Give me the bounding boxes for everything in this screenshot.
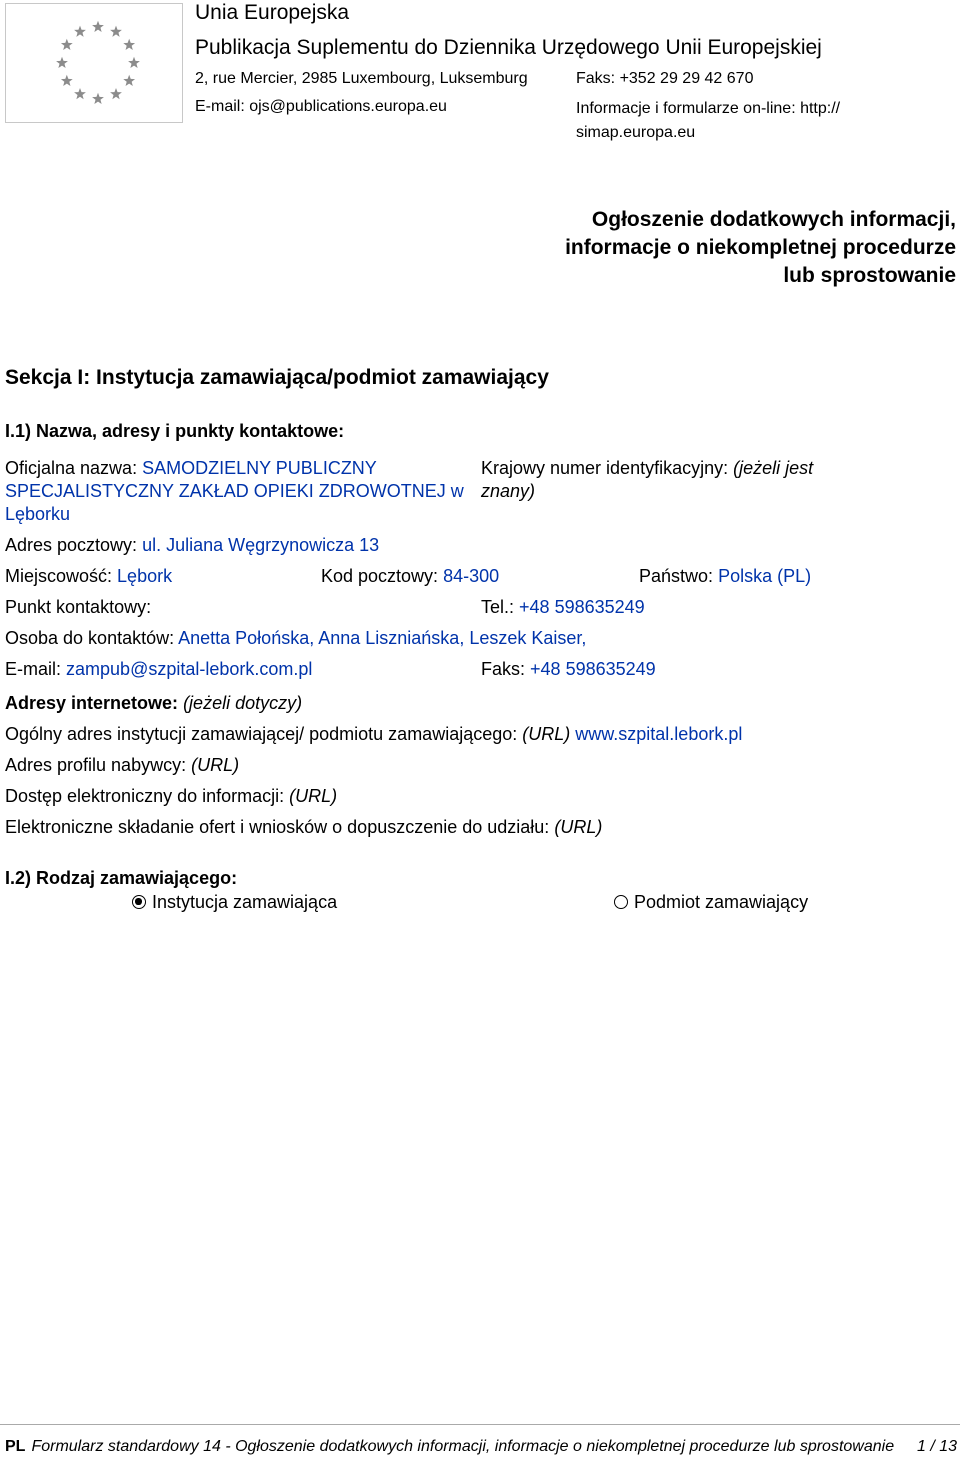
city-value: Lębork xyxy=(117,566,173,586)
general-address-label: Ogólny adres instytucji zamawiającej/ podmiotu zamawiającego: xyxy=(5,724,518,744)
email-link[interactable]: zampub@szpital-lebork.com.pl xyxy=(66,659,313,679)
star-icon xyxy=(74,26,86,37)
document-title: Ogłoszenie dodatkowych informacji, informacje o niekompletnej procedurze lub sprostowanie xyxy=(565,208,956,287)
tel-label: Tel.: xyxy=(481,597,515,617)
section-heading: Sekcja I: Instytucja zamawiająca/podmiot zamawiający xyxy=(5,366,549,389)
official-name-label: Oficjalna nazwa: xyxy=(5,458,138,478)
postcode-field xyxy=(321,565,499,587)
web-heading-label: Adresy internetowe: xyxy=(5,693,179,713)
star-icon xyxy=(92,93,104,104)
buyer-profile-label: Adres profilu nabywcy: xyxy=(5,755,187,775)
national-id-field xyxy=(481,457,871,503)
url-note: (URL) xyxy=(554,817,603,837)
star-icon xyxy=(110,26,122,37)
tel-value: +48 598635249 xyxy=(519,597,645,617)
authority-type-option-contracting-authority[interactable] xyxy=(132,891,337,913)
electronic-access-field xyxy=(5,785,337,807)
contact-point-field xyxy=(5,596,151,618)
contact-person-field xyxy=(5,627,586,649)
star-icon xyxy=(61,75,73,86)
electronic-access-label: Dostęp elektroniczny do informacji: xyxy=(5,786,285,806)
postcode-label: Kod pocztowy: xyxy=(321,566,439,586)
option-label: Podmiot zamawiający xyxy=(634,892,809,912)
header-fax: Faks: +352 29 29 42 670 xyxy=(576,70,754,87)
contact-person-value: Anetta Połońska, Anna Liszniańska, Leszek Kaiser, xyxy=(178,628,587,648)
postcode-value: 84-300 xyxy=(443,566,500,586)
web-addresses-heading xyxy=(5,692,302,714)
official-name-value: SAMODZIELNY PUBLICZNY SPECJALISTYCZNY ZAKŁAD OPIEKI ZDROWOTNEJ w Lęborku xyxy=(5,458,464,524)
url-note: (URL) xyxy=(191,755,240,775)
eu-logo xyxy=(5,3,183,123)
star-icon xyxy=(56,57,68,68)
city-label: Miejscowość: xyxy=(5,566,113,586)
url-note: (URL) xyxy=(289,786,338,806)
option-label: Instytucja zamawiająca xyxy=(152,892,338,912)
postal-value: ul. Juliana Węgrzynowicza 13 xyxy=(142,535,380,555)
country-field xyxy=(639,565,811,587)
subsection-heading-i2: I.2) Rodzaj zamawiającego: xyxy=(5,868,238,888)
star-icon xyxy=(92,21,104,32)
authority-type-option-contracting-entity[interactable] xyxy=(614,891,808,913)
electronic-submission-label: Elektroniczne składanie ofert i wniosków o dopuszczenie do udziału: xyxy=(5,817,550,837)
national-id-note: (jeżeli jest znany) xyxy=(481,458,814,501)
general-address-field xyxy=(5,723,742,745)
fax-field xyxy=(481,658,656,680)
buyer-profile-field xyxy=(5,754,239,776)
fax-value: +48 598635249 xyxy=(530,659,656,679)
footer-form-name: Formularz standardowy 14 - Ogłoszenie dodatkowych informacji, informacje o niekompletnej procedurze lub sprostowanie xyxy=(31,1438,895,1455)
postal-address-field xyxy=(5,534,379,556)
official-name-field xyxy=(5,457,483,526)
general-address-link[interactable]: www.szpital.lebork.pl xyxy=(575,724,743,744)
subsection-heading-i1: I.1) Nazwa, adresy i punkty kontaktowe: xyxy=(5,421,345,441)
header-info-link[interactable]: Informacje i formularze on-line: http:// simap.europa.eu xyxy=(576,100,841,141)
email-label: E-mail: xyxy=(5,659,62,679)
contact-person-label: Osoba do kontaktów: xyxy=(5,628,175,648)
web-heading-note: (jeżeli dotyczy) xyxy=(183,693,303,713)
fax-label: Faks: xyxy=(481,659,526,679)
country-label: Państwo: xyxy=(639,566,714,586)
star-icon xyxy=(74,88,86,99)
eu-stars-icon xyxy=(6,4,182,122)
star-icon xyxy=(110,88,122,99)
country-value: Polska (PL) xyxy=(718,566,812,586)
radio-unselected-icon[interactable] xyxy=(614,895,628,909)
contact-point-label: Punkt kontaktowy: xyxy=(5,597,152,617)
radio-selected-icon[interactable] xyxy=(132,895,146,909)
city-field xyxy=(5,565,172,587)
star-icon xyxy=(128,57,140,68)
header-address: 2, rue Mercier, 2985 Luxembourg, Luksemburg xyxy=(195,70,528,87)
electronic-submission-field xyxy=(5,816,602,838)
header-org: Unia Europejska xyxy=(195,1,350,24)
star-icon xyxy=(61,39,73,50)
page-number: 1 / 13 xyxy=(916,1438,957,1455)
email-field xyxy=(5,658,312,680)
url-note: (URL) xyxy=(522,724,571,744)
star-icon xyxy=(123,39,135,50)
header-email: E-mail: ojs@publications.europa.eu xyxy=(195,98,447,115)
page-footer xyxy=(5,1436,905,1457)
footer-language: PL xyxy=(5,1438,26,1455)
postal-label: Adres pocztowy: xyxy=(5,535,138,555)
tel-field xyxy=(481,596,645,618)
national-id-label: Krajowy numer identyfikacyjny: xyxy=(481,458,729,478)
header-publication: Publikacja Suplementu do Dziennika Urzędowego Unii Europejskiej xyxy=(195,36,822,59)
footer-divider xyxy=(0,1424,960,1425)
star-icon xyxy=(123,75,135,86)
